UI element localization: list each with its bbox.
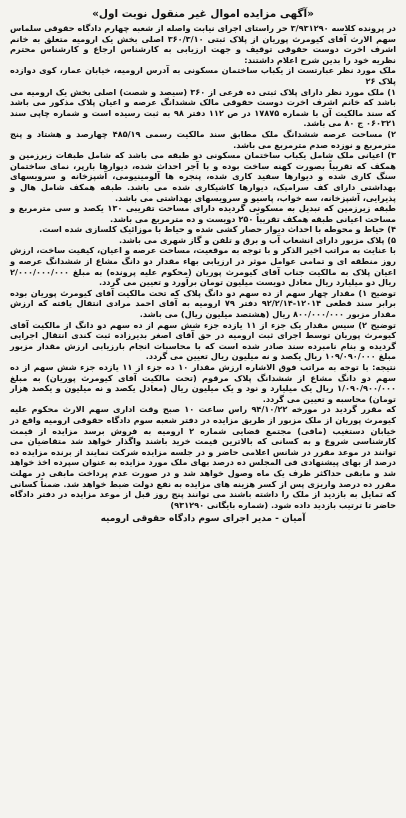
notice-paragraph: ۱) ملک مورد نظر دارای پلاک ثبتی ده فرعی از ۳۶۰ (سیصد و شصت) اصلی بخش یک ارومیه می باشد که خانم اشرف اخرت دوست حقوقی مالک ششدانگ عرصه و اعیان پلاک مذکور می باشد که سند مالکیت آن با شماره ۱۷۸۷۵ در ص ۱۱۲ دفتر ۹۸ به ثبت رسیده است و شماره چاپی سند ۰۶۰۳۲۱ ج ۸۰ می باشد. (10, 86, 397, 129)
notice-paragraph: ۳) اعیانی ملک شامل یکباب ساختمان مسکونی دو طبقه می باشد که شامل طبقات زیرزمین و همکف که تقریباً بصورت کهنه ساخت بوده و با آجر احداث شده، دیوارها بارپر، نمای ساختمان سنگ کاری شده و دیوارها سفید کاری شده، پنجره ها آلومینیومی، آشپزخانه و سرویسهای بهداشتی دارای کف سرامیک، دیوارها کاشیکاری شده می باشد. طبقه همکف شامل هال و پذیرایی، آشپزخانه، سه خواب، پاسیو و سرویسهای بهداشتی می باشد. (10, 150, 396, 203)
notice-paragraph: ملک مورد نظر عبارتست از یکباب ساختمان مسکونی به آدرس ارومیه، خیابان عمار، کوی دوازده پلاک ۲۶ (10, 65, 396, 86)
notice-paragraph: در پرونده کلاسه ۳/۹۳۱۲۹۰ حر راستای اجرای نیابت واصله از شعبه چهارم دادگاه حقوقی سلماس سهم الارث آقای کیومرث پوریان از پلاک ثبتی ۳۶۰/۳/۱۰ اصلی بخش یک ارومیه متعلق به خانم اشرف اخرت دوست حقوقی توقیف و جهت ارزیابی به کارشناس ارجاع و کارشناس محترم نظریه خود را بدین شرح اعلام داشتند: (10, 23, 396, 65)
notice-paragraph: توضیح ۱) مقدار چهار سهم از ده سهم دو دانگ پلاک که تحت مالکیت آقای کیومرث پوریان بوده برابر سند قطعی ۱۲۰۱۴-۹۲/۲/۱۴ دفتر ۷۹ ارومیه به آقای احمد مرادی انتقال یافته که ارزش مقدار مزبور ۸۰۰/۰۰۰/۰۰۰ ریال (هشتصد میلیون ریال) می باشد. (10, 287, 396, 320)
notice-paragraph: ۴) حیاط و محوطه با احداث دیوار حصار کشی شده و حیاط با موزائیک کلسازی شده است. (39, 224, 396, 235)
notice-signature: آمیان - مدیر اجرای سوم دادگاه حقوقی ارومیه (100, 514, 306, 525)
notice-paragraph: با عنایت به مراتب اخیر الذکر و با توجه به موقعیت، مساحت عرصه و اعیان، کیفیت ساخت، ارزش روز منطقه ای و تمامی عوامل موثر در ارزیابی بهاء مقدار دو دانگ مشاع از ششدانگ عرصه و اعیان پلاک به مالکیت جناب آقای کیومرث پوریان (محکوم علیه پرونده) به مبلغ ۲/۰۰۰/۰۰۰/۰۰۰ ریال دو میلیارد ریال معادل دویست میلیون تومان برآورد و تعیین می گردد. (10, 245, 396, 288)
notice-paragraph: نتیجه: با توجه به مراتب فوق الاشاره ارزش مقدار ۱۰ ده جزء از ۱۱ یازده جزء شش سهم از ده سهم دو دانگ مشاع از ششدانگ پلاک مرقوم (تحت مالکیت آقای کیومرث پوریان) به مبلغ ۱/۰۹۰/۹۰۰/۰۰۰ ریال یک میلیارد و نود و یک میلیون ریال (معادل یکصد و نه میلیون و یکصد هزار تومان) محاسبه و تعیین می گردد. (10, 362, 396, 404)
notice-paragraph: توضیح ۲) سیس مقدار یک جزء از ۱۱ یازده جزء شش سهم از ده سهم دو دانگ از مالکیت آقای کیومرث پوریان توسط اجرای ثبت ارومیه در حق آقای اصغر بدیرزاده ثبت کندی انتقال اجرایی گردیده و بنام نامبرده سند صادر شده است که با محاسبات انجام بارزیابی ارزش مقدار مزبور مبلغ ۱۰۹/۰۹۰/۰۰۰ ریال یکصد و نه میلیون ریال تعیین می گردد. (10, 319, 396, 362)
notice-paragraph: ۲) مساحت عرصه ششدانگ ملک مطابق سند مالکیت رسمی ۴۸۵/۱۹ چهارصد و هشتاد و پنج مترمربع و نوزده صدم مترمربع می باشد. (10, 128, 396, 150)
notice-paragraph: که مقرر گردید در مورخه ۹۴/۱۰/۲۲ راس ساعت ۱۰ صبح وقت اداری سهم الارث محکوم علیه کیومرث پوریان از ملک مزبور از طریق مزایده در دفتر شعبه سوم دادگاه حقوقی ارومیه واقع در خیابان دستغیب (مافی) مجتمع قضایی شماره ۲ ارومیه به فروش برسد مزایده از قیمت کارشناسی شروع و به کسانی که بالاترین قیمت خرید باشند واگذار خواهد شد متقاضیان می توانند در موعد مقرر در شانس اعلامی حاضر و در جلسه مزایده شرکت نمایند از برنده مزایده ده درصد از بهای پیشنهادی فی المجلس ده درصد بهای ملک مورد مزایده به عنوان سپرده اخذ خواهد شد و مابقی حداکثر ظرف یک ماه وصول خواهد شد و در صورت عدم پرداخت مابقی در مهلت مقرر ده درصد واریزی پس از کسر هزینه های مزایده به نفع دولت ضبط خواهد شد. ضمناً کسانی که تمایل به بازدید از ملک را داشته باشند می توانند پنج روز قبل از موعد مزایده در دفتر دادگاه حاضر تا ترتیب بازدید داده شود. (شماره بایگانی ۹۳۱۲۹۰) (10, 404, 396, 510)
notice-paragraph: ۵) پلاک مزبور دارای انشعاب آب و برق و تلفن و گاز شهری می باشد. (118, 234, 396, 245)
notice-title: «آگهی مزایده اموال غیر منقول نوبت اول» (92, 8, 314, 20)
notice-paragraph: طبقه زیرزمین که تبدیل به مسکونی گردیده دارای مساحت تقریبی ۱۳۰ یکصد و سی مترمربع و مساحت اعیانی طبقه همکف تقریباً ۲۵۰ دویست و ده مترمربع می باشد. (10, 203, 396, 224)
